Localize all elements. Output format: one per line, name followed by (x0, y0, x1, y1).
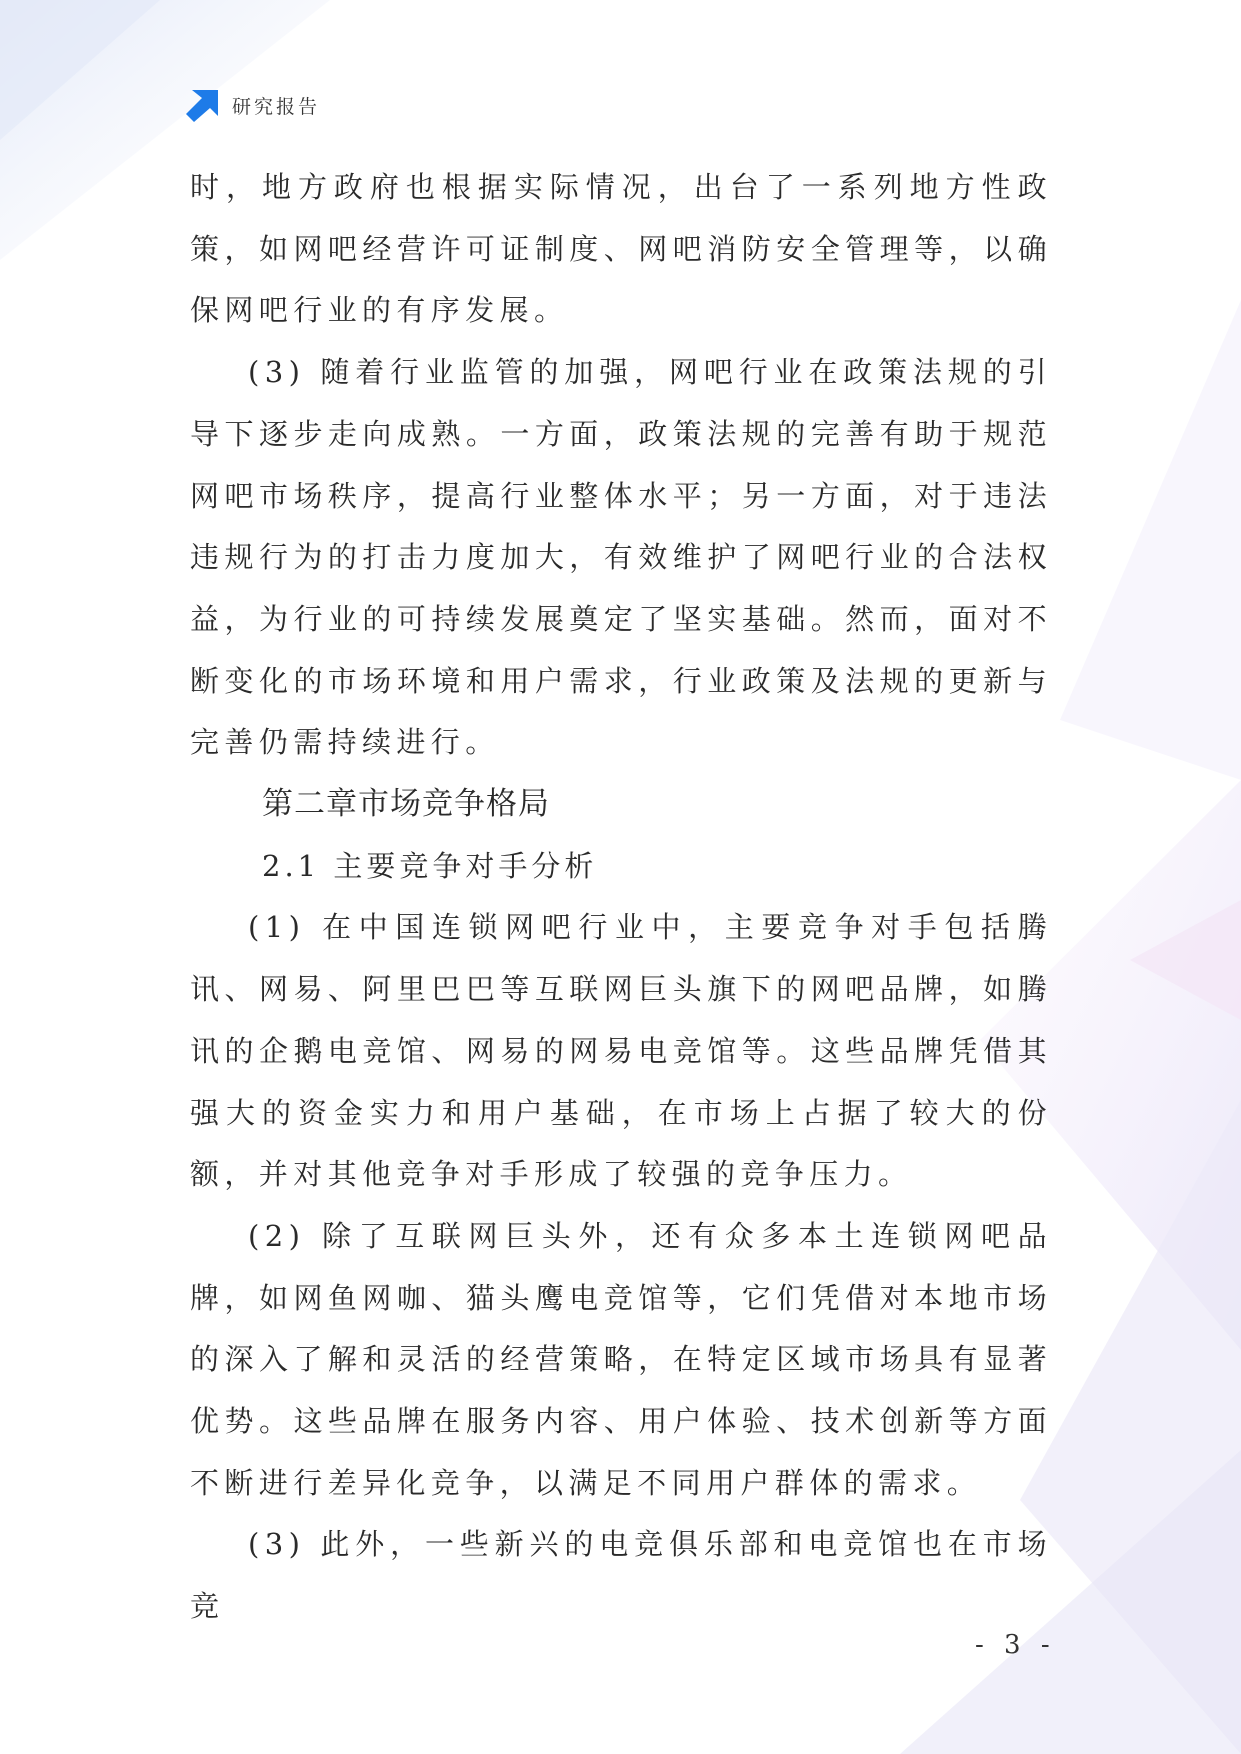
paragraph-continuation: 时，地方政府也根据实际情况，出台了一系列地方性政策，如网吧经营许可证制度、网吧消防安全管理等，以确保网吧行业的有序发展。 (190, 170, 1052, 328)
document-body (190, 157, 1052, 1638)
report-header (186, 88, 320, 122)
arrow-up-right-logo-icon (186, 88, 220, 122)
paragraph-2: (2) 除了互联网巨头外，还有众多本土连锁网吧品牌，如网鱼网咖、猫头鹰电竞馆等，它们凭借对本地市场的深入了解和灵活的经营策略，在特定区域市场具有显著优势。这些品牌在服务内容、用户体验、技术创新等方面不断进行差异化竞争，以满足不同用户群体的需求。 (190, 1218, 1052, 1500)
section-heading: 2.1 主要竞争对手分析 (262, 848, 598, 883)
paragraph-1: (1) 在中国连锁网吧行业中，主要竞争对手包括腾讯、网易、阿里巴巴等互联网巨头旗下的网吧品牌，如腾讯的企鹅电竞馆、网易的网易电竞馆等。这些品牌凭借其强大的资金实力和用户基础，在市场上占据了较大的份额，并对其他竞争对手形成了较强的竞争压力。 (190, 910, 1052, 1192)
page-number: - 3 - (975, 1630, 1056, 1660)
paragraph-3: (3) 随着行业监管的加强，网吧行业在政策法规的引导下逐步走向成熟。一方面，政策法规的完善有助于规范网吧市场秩序，提高行业整体水平；另一方面，对于违法违规行为的打击力度加大，有效维护了网吧行业的合法权益，为行业的可持续发展奠定了坚实基础。然而，面对不断变化的市场环境和用户需求，行业政策及法规的更新与完善仍需持续进行。 (190, 355, 1052, 760)
chapter-heading: 第二章市场竞争格局 (262, 786, 550, 823)
header-title: 研究报告 (232, 95, 321, 118)
paragraph-3-partial: (3) 此外，一些新兴的电竞俱乐部和电竞馆也在市场竞 (190, 1527, 1052, 1624)
